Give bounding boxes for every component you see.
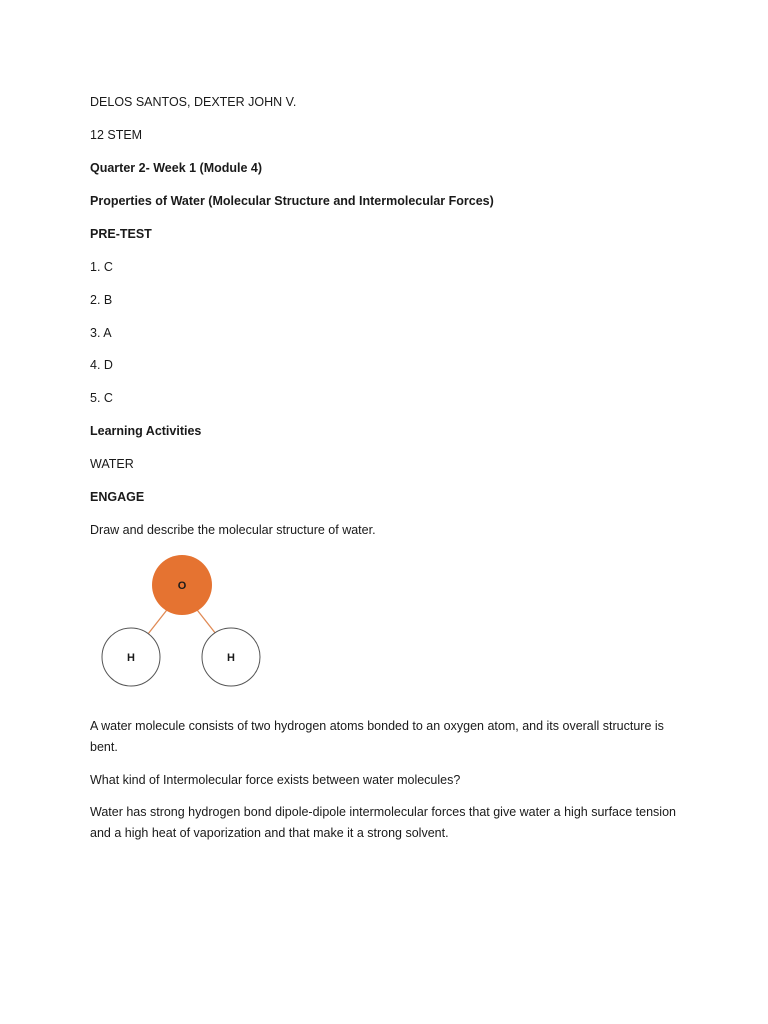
water-subheading: WATER xyxy=(90,457,134,471)
hydrogen-label-left: H xyxy=(127,652,135,664)
water-molecule-diagram xyxy=(90,550,290,700)
imf-answer: Water has strong hydrogen bond dipole-dipole intermolecular forces that give water a high surface tension and a high heat of vaporization and that make it a strong solvent. xyxy=(90,805,676,840)
quarter-week: Quarter 2- Week 1 (Module 4) xyxy=(90,161,263,175)
pretest-answer-2: 2. B xyxy=(90,293,113,307)
engage-instruction: Draw and describe the molecular structure of water. xyxy=(90,523,376,537)
grade-section: 12 STEM xyxy=(90,128,143,142)
structure-description: A water molecule consists of two hydrogen atoms bonded to an oxygen atom, and its overall structure is bent. xyxy=(90,719,664,754)
pretest-heading: PRE-TEST xyxy=(90,227,152,241)
pretest-answer-4: 4. D xyxy=(90,358,113,372)
pretest-answer-1: 1. C xyxy=(90,260,113,274)
topic-title: Properties of Water (Molecular Structure and Intermolecular Forces) xyxy=(90,194,494,208)
pretest-answer-5: 5. C xyxy=(90,391,113,405)
hydrogen-label-right: H xyxy=(227,652,235,664)
student-name: DELOS SANTOS, DEXTER JOHN V. xyxy=(90,95,297,109)
oxygen-label: O xyxy=(177,580,187,592)
learning-activities-heading: Learning Activities xyxy=(90,424,202,438)
imf-question: What kind of Intermolecular force exists between water molecules? xyxy=(90,773,461,787)
engage-heading: ENGAGE xyxy=(90,490,145,504)
pretest-answer-3: 3. A xyxy=(90,326,112,340)
